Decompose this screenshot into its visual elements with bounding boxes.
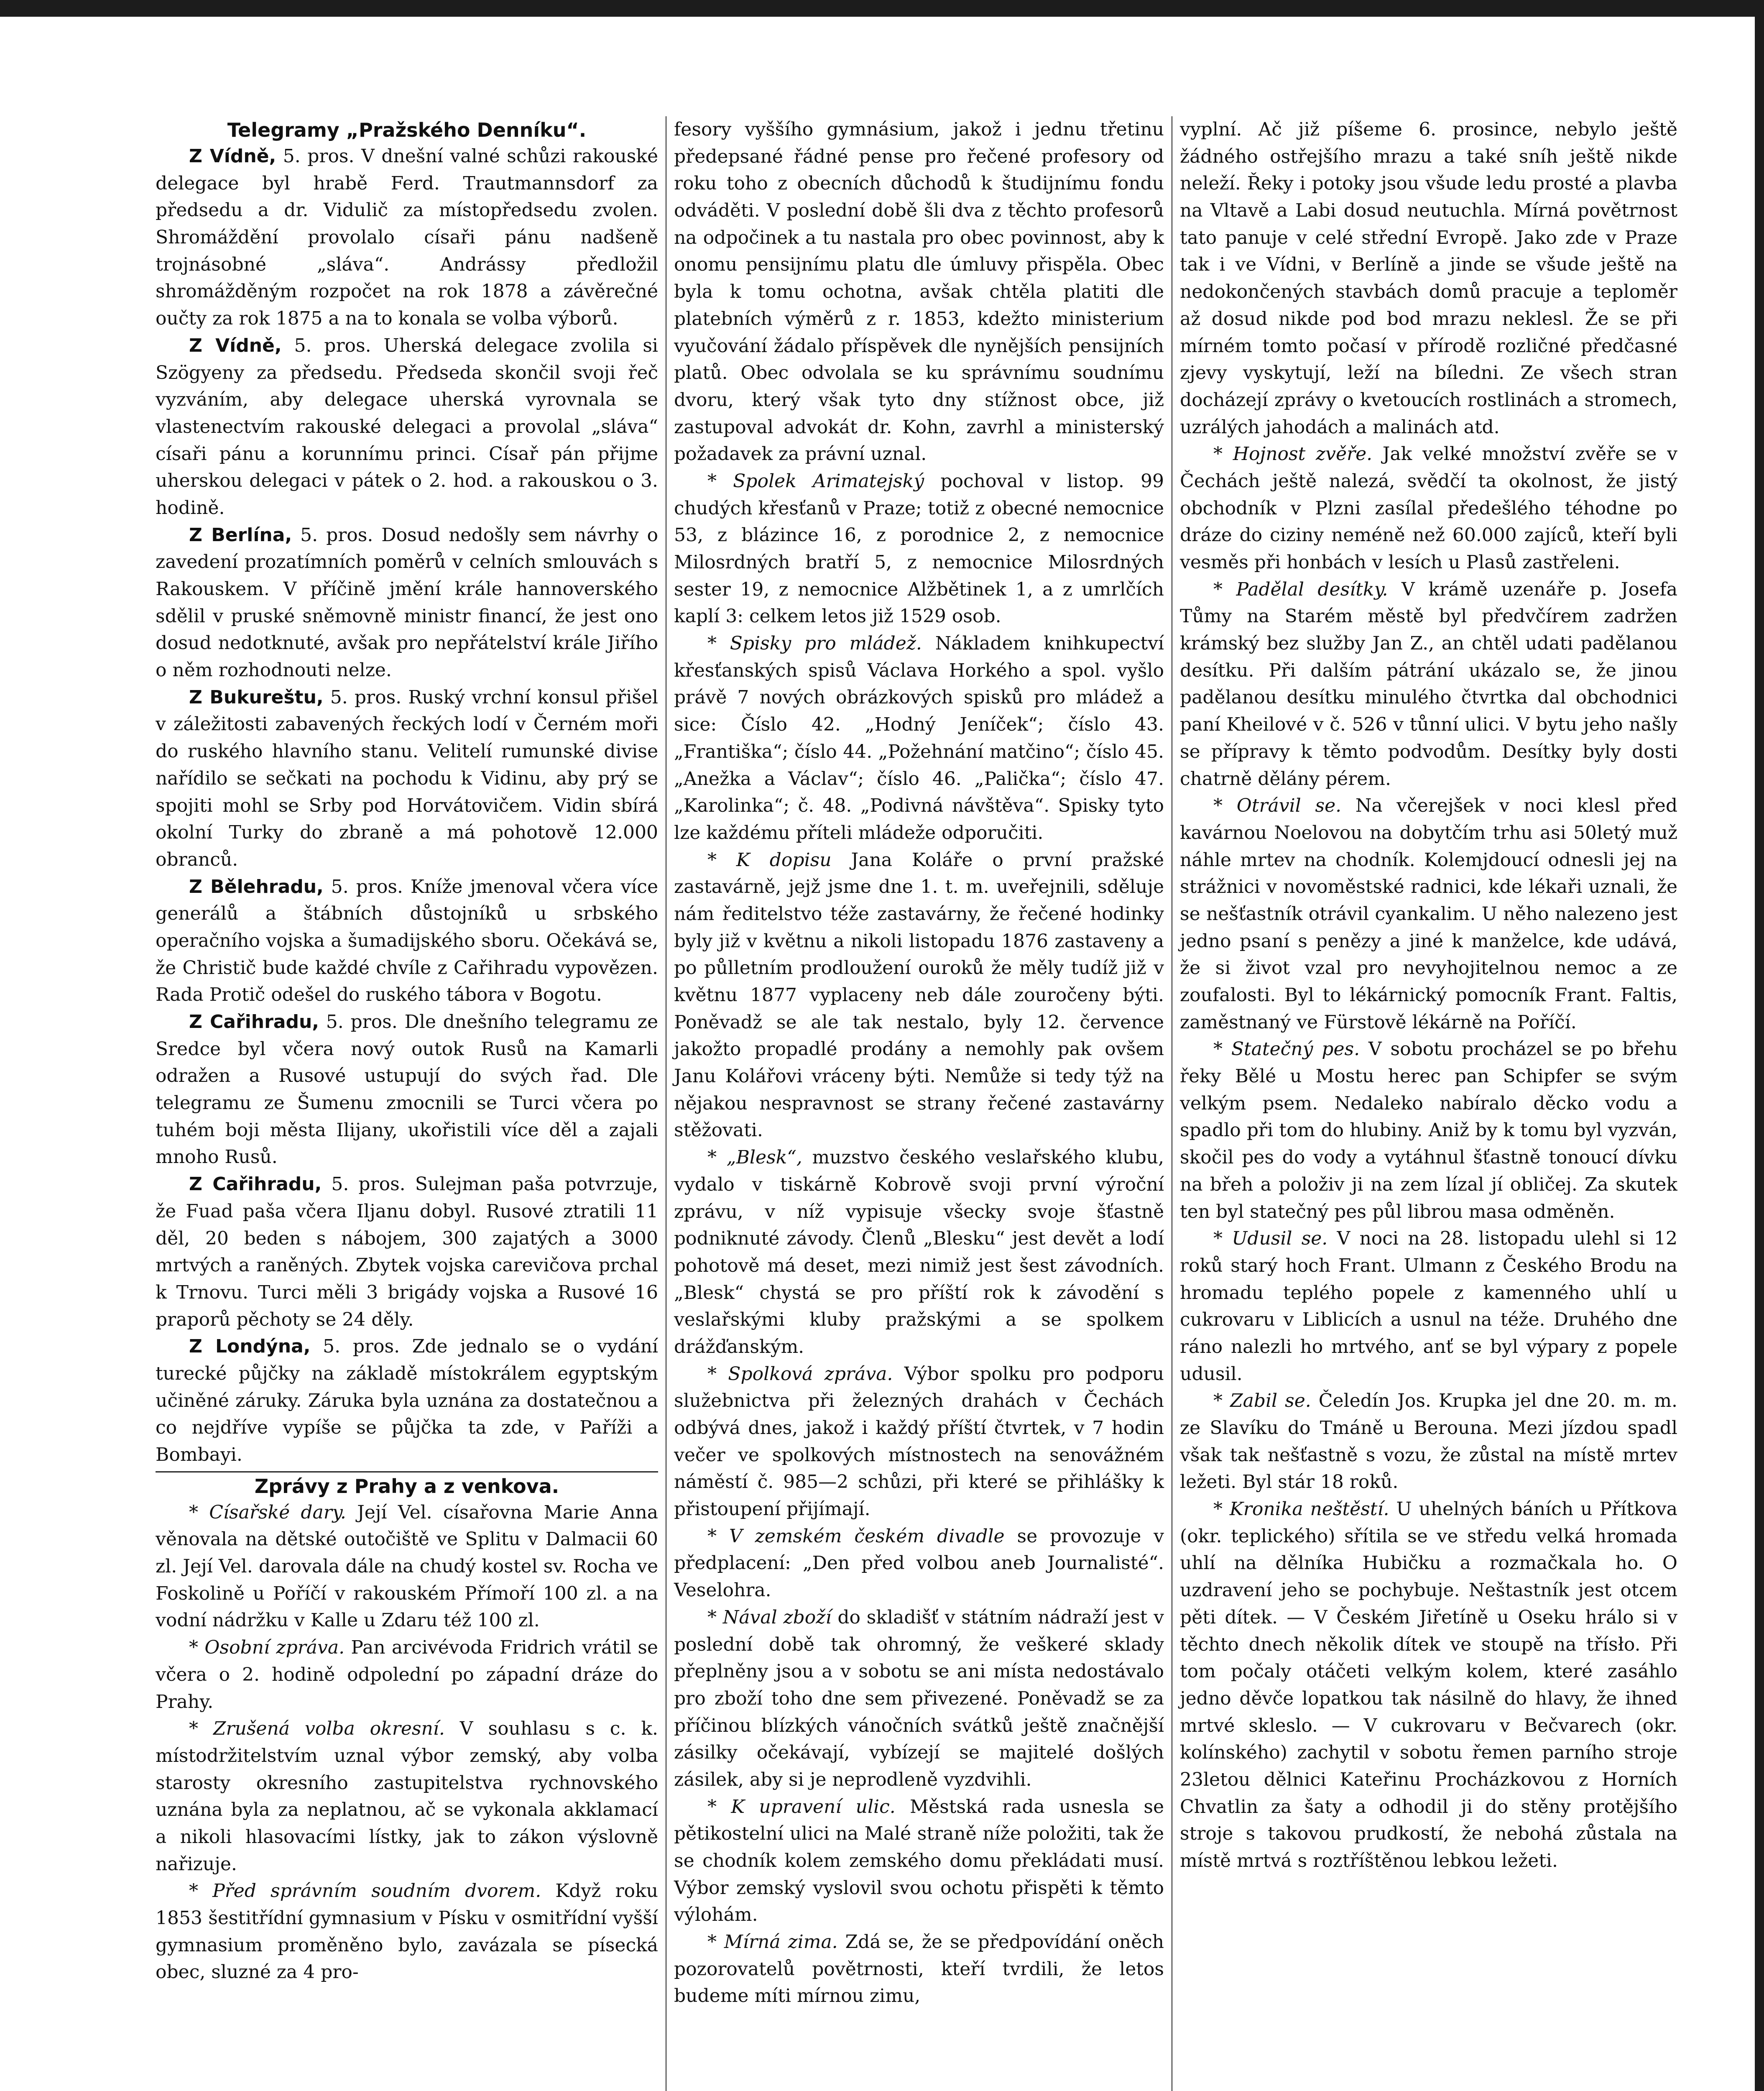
article-text: U uhelných báních u Přítkova (okr. teplického) sřítila se ve středu velká hromada uhlí na dělníka Hubičku a rozmačkala ho. O uzdravení jeho se pochybuje. Neštastník jest otcem pěti dítek. — V Českém Jiřetíně u Oseku hrálo si v těchto dnech několik dítek ve stoupě na třísło. Při tom počaly otáčeti velkým kolem, které zasáhlo jedno děvče lopatkou tak násilně do hlavy, že ihned mrtvé skleslo. — V cukrovaru v Bečvarech (okr. kolínského) zachytil v sobotu řemen parního stroje 23letou dělnici Kateřinu Procházkovou z Horních Chvatlin za šaty a odhodil ji do stěny protějšího stroje s takovou prudkostí, že nebohá zůstala na místě mrtvá s roztříštěnou lebkou ležeti.: [1180, 1498, 1677, 1871]
article-paragraph: [156, 1878, 658, 1986]
article-title: * Mírná zima.: [707, 1931, 838, 1953]
article-text: Na včerejšek v noci klesl před kavárnou Noelovou na dobytčím trhu asi 50letý muž náhle mrtev na chodník. Kolemjdoucí odnesli jej na strážnici v novoměstské radnici, kde lékaři uznali, že se nešťastník otrávil cyankalim. U něho nalezeno jest jedno psaní s penězy a jiné k manželce, kde udává, že si život vzal pro nevyhojitelnou nemoc a ze zoufalosti. Byl to lékárnický pomocník Frant. Faltis, zaměstnaný ve Fürstově lékárně na Poříčí.: [1180, 795, 1677, 1033]
dateline: Z Vídně,: [189, 146, 276, 167]
article-text: Čeledín Jos. Krupka jel dne 20. m. m. ze Slavíku do Tmáně u Berouna. Mezi jízdou spadl však tak nešťastně s vozu, že zůstal na místě mrtev ležeti. Byl stár 18 roků.: [1180, 1390, 1677, 1493]
article-title: * Osobní zpráva.: [189, 1637, 345, 1659]
article-paragraph: [1180, 1036, 1677, 1225]
article-text: Její Vel. císařovna Marie Anna věnovala na dětské outočiště ve Splitu v Dalmacii 60 zl. Její Vel. darovala dále na chudý kostel sv. Rocha ve Foskolině u Poříčí v rakouském Přímoří 100 zl. a na vodní nádržku v Kalle u Zdaru též 100 zl.: [156, 1501, 658, 1631]
article-continuation: [674, 116, 1164, 468]
article-text: Zdá se, že se předpovídání oněch pozorovatelů povětrnosti, kteří tvrdili, že letos budeme míti mírnou zimu,: [674, 1931, 1164, 2007]
article-text: se provozuje v předplacení: „Den před volbou aneb Journalisté“. Veselohra.: [674, 1525, 1164, 1601]
dateline: Z Londýna,: [189, 1336, 311, 1357]
article-title: * Před správním soudním dvorem.: [189, 1880, 541, 1902]
article-text: Jana Koláře o první pražské zastavárně, jejž jsme dne 1. t. m. uveřejnili, sděluje nám ředitelstvo téže zastavárny, že řečené hodinky byly již v květnu a nikoli listopadu 1876 zastaveny a po půlletním prodloužení ouroků že měly tudíž již v květnu 1877 vyplaceny neb dále zouročeny býti. Poněvadž se ale tak nestalo, byly 12. července jakožto propadlé prodány a nemohly pak ovšem Janu Kolářovi vráceny býti. Nemůže si tedy týž na nějakou nespravnost se strany řečené zastavárny stěžovati.: [674, 849, 1164, 1141]
article-paragraph: [674, 1523, 1164, 1604]
article-text: 5. pros. Sulejman paša potvrzuje, že Fuad paša včera Iljanu dobyl. Rusové ztratili 11 děl, 20 beden s nábojem, 300 zajatých a 3000 mrtvých a raněných. Zbytek vojska carevičova prchal k Trnovu. Turci měli 3 brigády vojska a Rusové 16 praporů pěchoty se 24 děly.: [156, 1173, 658, 1330]
article-text: Nákladem knihkupectví křesťanských spisů Václava Horkého a spol. vyšlo právě 7 nových obrázkových spisků pro mládež a sice: Číslo 42. „Hodný Jeníček“; číslo 43. „Františka“; číslo 44. „Požehnání matčino“; číslo 45. „Anežka a Václav“; číslo 46. „Palička“; číslo 47. „Karolinka“; č. 48. „Podivná návštěva“. Spisky tyto lze každému příteli mládeže odporučiti.: [674, 633, 1164, 844]
article-title: * Spisky pro mládež.: [707, 633, 922, 654]
article-title: * Nával zboží: [707, 1606, 832, 1628]
section-divider: [156, 1471, 658, 1472]
article-text: 5. pros. Zde jednalo se o vydání turecké půjčky na základě místokrálem egyptským učiněné záruky. Záruka byla uznána za dostatečnou a co nejdříve vypíše se půjčka ta zde, v Paříži a Bombayi.: [156, 1336, 658, 1465]
dateline: Z Cařihradu,: [189, 1011, 319, 1033]
article-title: * Kronika neštěstí.: [1213, 1498, 1389, 1520]
article-text: Jak velké množství zvěře se v Čechách ještě nalezá, svědčí ta okolnost, že jistý obchodník v Plzni zasílal předešlého téhodne po dráze do ciziny neméně než 60.000 zajíců, kteří byli vesměs při honbách v lesích u Plasů zastřeleni.: [1180, 443, 1677, 573]
article-paragraph: [156, 1499, 658, 1634]
article-title: * K dopisu: [707, 849, 832, 871]
article-title: * Udusil se.: [1213, 1228, 1328, 1250]
article-title: * Zabil se.: [1213, 1390, 1311, 1412]
article-text: V souhlasu s c. k. místodržitelstvím uznal výbor zemský, aby volba starosty okresního zastupitelstva rychnovského uznána byla za neplatnou, ač se vykonala akklamací a nikoli hlasovacími lístky, jak to zákon výslovně nařizuje.: [156, 1718, 658, 1875]
dateline: Z Cařihradu,: [189, 1173, 322, 1195]
article-text: Když roku 1853 šestitřídní gymnasium v Písku v osmitřídní vyšší gymnasium proměněno bylo, zavázala se písecká obec, sluzné za 4 pro-: [156, 1880, 658, 1983]
article-text: 5. pros. Dle dnešního telegramu ze Sredce byl včera nový outok Rusů na Kamarli odražen a Rusové ustupují do svých řad. Dle telegramu ze Šumenu zmocnili se Turci včera po tuhém boji města Ilijany, ukořistili více děl a zajali mnoho Rusů.: [156, 1011, 658, 1168]
article-title: * Zrušená volba okresní.: [189, 1718, 445, 1740]
article-paragraph: [156, 1171, 658, 1333]
article-paragraph: [674, 847, 1164, 1145]
article-text: Pan arcivévoda Fridrich vrátil se včera o 2. hodině odpolední po západní dráze do Prahy.: [156, 1637, 658, 1713]
article-paragraph: [674, 1144, 1164, 1361]
article-text: muzstvo českého veslařského klubu, vydalo v tiskárně Kobrově svoji první výroční zprávu, v níž vypisuje všecky svoje šťastně podniknuté závody. Členů „Blesku“ jest devět a lodí pohotově má deset, mezi nimiž jest šest závodních. „Blesk“ chystá se pro příští rok k závodění s veslařskými kluby pražskými a se spolkem drážďanským.: [674, 1147, 1164, 1357]
article-text: fesory vyššího gymnásium, jakož i jednu třetinu předepsané řádné pense pro řečené profesory od roku toho z obecních důchodů k študijnímu fondu odváděti. V poslední době šli dva z těchto profesorů na odpočinek a tu nastala pro obec povinnost, aby k onomu pensijnímu platu dle úmluvy přispěla. Obec byla k tomu ochotna, avšak chtěla platiti dle platebních výměrů z r. 1853, kdežto ministerium vyučování žádalo příspěvek dle nynějších pensijních platů. Obec odvolala se ku správnímu soudnímu dvoru, který však tyto dny stížnost obce, již zastupoval advokát dr. Kohn, zavrhl a ministerský požadavek za právní uznal.: [674, 119, 1164, 465]
article-title: * Spolková zpráva.: [707, 1363, 893, 1385]
article-paragraph: [1180, 1225, 1677, 1388]
article-paragraph: [156, 684, 658, 874]
article-text: Městská rada usnesla se pětikostelní ulici na Malé straně níže položiti, tak že se chodník kolem zemského domu překládati musí. Výbor zemský vyslovil svou ochotu přispěti k těmto výlohám.: [674, 1796, 1164, 1926]
article-title: * V zemském českém divadle: [707, 1525, 1005, 1547]
article-paragraph: [1180, 1388, 1677, 1496]
article-paragraph: [674, 1794, 1164, 1929]
section-heading: Telegramy „Pražského Denníku“.: [227, 119, 587, 141]
article-paragraph: [1180, 576, 1677, 793]
article-paragraph: [156, 1333, 658, 1468]
article-paragraph: [156, 1715, 658, 1878]
article-title: * Padělal desítky.: [1213, 578, 1388, 600]
article-paragraph: [1180, 792, 1677, 1036]
article-text: 5. pros. V dnešní valné schůzi rakouské delegace byl hrabě Ferd. Trautmannsdorf za předsedu a dr. Vidulič za místopředsedu zvolen. Shromáždění provolalo císaři pánu nadšeně trojnásobné „sláva“. Andrássy předložil shromážděným rozpočet na rok 1878 a závěrečné oučty za rok 1875 a na to konala se volba výborů.: [156, 146, 658, 330]
article-text: Výbor spolku pro podporu služebnictva při železných drahách v Čechách odbývá dnes, jakož i každý příští čtvrtek, v 7 hodin večer ve spolkových místnostech na senovážném náměstí č. 985—2 schůzi, při které se přihlášky k přistoupení přijímají.: [674, 1363, 1164, 1520]
article-text: V noci na 28. listopadu ulehl si 12 roků starý hoch Frant. Ulmann z Českého Brodu na hromadu teplého popele z kamenného uhlí u cukrovaru v Liblicích a usnul na téže. Druhého dne ráno nalezli ho mrtvého, anť se byl výpary z popele udusil.: [1180, 1228, 1677, 1385]
article-paragraph: [674, 1929, 1164, 2010]
article-title: * Statečný pes.: [1213, 1038, 1360, 1060]
article-text: 5. pros. Dosud nedošly sem návrhy o zavedení prozatímních poměrů v celních smlouvách s Rakouskem. V příčině jmění krále hannoverského sdělil v pruské sněmovně ministr financí, že jest ono dosud nedotknuté, avšak pro nepřátelství krále Jiřího o něm rozhodnouti nelze.: [156, 524, 658, 681]
article-paragraph: [156, 143, 658, 332]
article-title: * Hojnost zvěře.: [1213, 443, 1373, 465]
article-paragraph: [674, 1604, 1164, 1794]
dateline: Z Berlína,: [189, 524, 292, 546]
article-text: V krámě uzenáře p. Josefa Tůmy na Starém městě byl předvčírem zadržen krámský bez služby Jan Z., an chtěl udati padělanou desítku. Při dalším pátrání ukázalo se, že jinou padělanou desítku minulého čtvrtka dal obchodnici paní Kheilové v č. 526 v tůnní ulici. V bytu jeho našly se přípravy k těmto podvodům. Desítky byly dosti chatrně dělány pérem.: [1180, 578, 1677, 790]
newspaper-page: [156, 116, 1677, 2091]
article-paragraph: [674, 1361, 1164, 1523]
article-text: V sobotu procházel se po břehu řeky Bělé u Mostu herec pan Schipfer se svým velkým psem. Nedaleko nabíralo děcko vodu a spadlo při tom do hlubiny. Aniž by k tomu byl vyzván, skočil pes do vody a vytáhnul šťastně tonoucí dívku na břeh a položiv ji na zem lízal jí obličej. Za skutek ten byl statečný pes půl librou masa odměněn.: [1180, 1038, 1677, 1222]
article-title: * Císařské dary.: [189, 1501, 346, 1523]
column-3: [1172, 116, 1677, 2091]
article-paragraph: [1180, 1496, 1677, 1875]
dateline: Z Vídně,: [189, 335, 282, 356]
article-title: * „Blesk“,: [707, 1147, 802, 1168]
article-paragraph: [156, 1009, 658, 1171]
article-text: pochoval v listop. 99 chudých křesťanů v Praze; totiž z obecné nemocnice 53, z blázince 16, z porodnice 2, z nemocnice Milosrdných bratří 5, z nemocnice Milosrdných sester 19, z nemocnice Alžbětinek 1, a z umrlčích kaplí 3: celkem letos již 1529 osob.: [674, 470, 1164, 627]
article-paragraph: [156, 1634, 658, 1715]
scan-border-top: [0, 0, 1764, 17]
article-paragraph: [156, 332, 658, 522]
section-heading: Zprávy z Prahy a z venkova.: [254, 1475, 559, 1498]
article-text: do skladišť v státním nádraží jest v poslední době tak ohromný, že veškeré sklady přeplněny jsou a v sobotu se ani místa nedostávalo pro zboží toho dne sem přivezené. Poněvadž se za příčinou blízkých vánočních svátků ještě značnější zásilky očekávají, vybízejí se majitelé došlých zásilek, aby si je neprodleně vyzdvihli.: [674, 1606, 1164, 1790]
article-title: * K upravení ulic.: [707, 1796, 896, 1817]
scan-border-right: [1755, 0, 1764, 2091]
article-paragraph: [156, 874, 658, 1009]
article-title: * Spolek Arimatejský: [707, 470, 924, 492]
article-text: vyplní. Ač již píšeme 6. prosince, nebylo ještě žádného ostřejšího mrazu a také sníh ještě nikde neleží. Řeky i potoky jsou všude ledu prosté a plavba na Vltavě a Labi dosud neutuchla. Mírná povětrnost tato panuje v celé střední Evropě. Jako zde v Praze tak i ve Vídni, v Berlíně a jinde se všude ještě na nedokončených stavbách domů pracuje a teploměr až dosud nikde pod bod mrazu neklesl. Že se při mírném tomto počasí v přírodě rozličné předčasné zjevy vyskytují, leží na bíledni. Ze všech stran docházejí zprávy o kvetoucích rostlinách a stromech, uzrálých jahodách a malinách atd.: [1180, 119, 1677, 438]
article-paragraph: [156, 522, 658, 684]
column-1: [156, 116, 666, 2091]
column-2: [666, 116, 1172, 2091]
dateline: Z Bělehradu,: [189, 876, 324, 897]
article-text: 5. pros. Uherská delegace zvolila si Szögyeny za předsedu. Předseda skončil svoji řeč vyzváním, aby delegace uherská vyrovnala se vlastenectvím rakouské delegaci a provolal „sláva“ císaři pánu a korunnímu princi. Císař pán přijme uherskou delegaci v pátek o 2. hod. a rakouskou o 3. hodině.: [156, 335, 658, 519]
article-paragraph: [674, 630, 1164, 847]
article-title: * Otrávil se.: [1213, 795, 1342, 817]
article-continuation: [1180, 116, 1677, 441]
article-text: 5. pros. Kníže jmenoval včera více generálů a štábních důstojníků u srbského operačního vojska a šumadijského sboru. Očekává se, že Christič bude každé chvíle z Cařihradu vypovězen. Rada Protič odešel do ruského tábora v Bogotu.: [156, 876, 658, 1006]
dateline: Z Bukureštu,: [189, 686, 324, 708]
article-text: 5. pros. Ruský vrchní konsul přišel v záležitosti zabavených řeckých lodí v Černém moři do ruského hlavního stanu. Velitelí rumunské divise nařídilo se sečkati na pochodu k Vidinu, aby prý se spojiti mohl se Srby pod Horvátovičem. Vidin sbírá okolní Turky do zbraně a má pohotově 12.000 obranců.: [156, 686, 658, 870]
article-paragraph: [1180, 441, 1677, 576]
article-paragraph: [674, 468, 1164, 630]
